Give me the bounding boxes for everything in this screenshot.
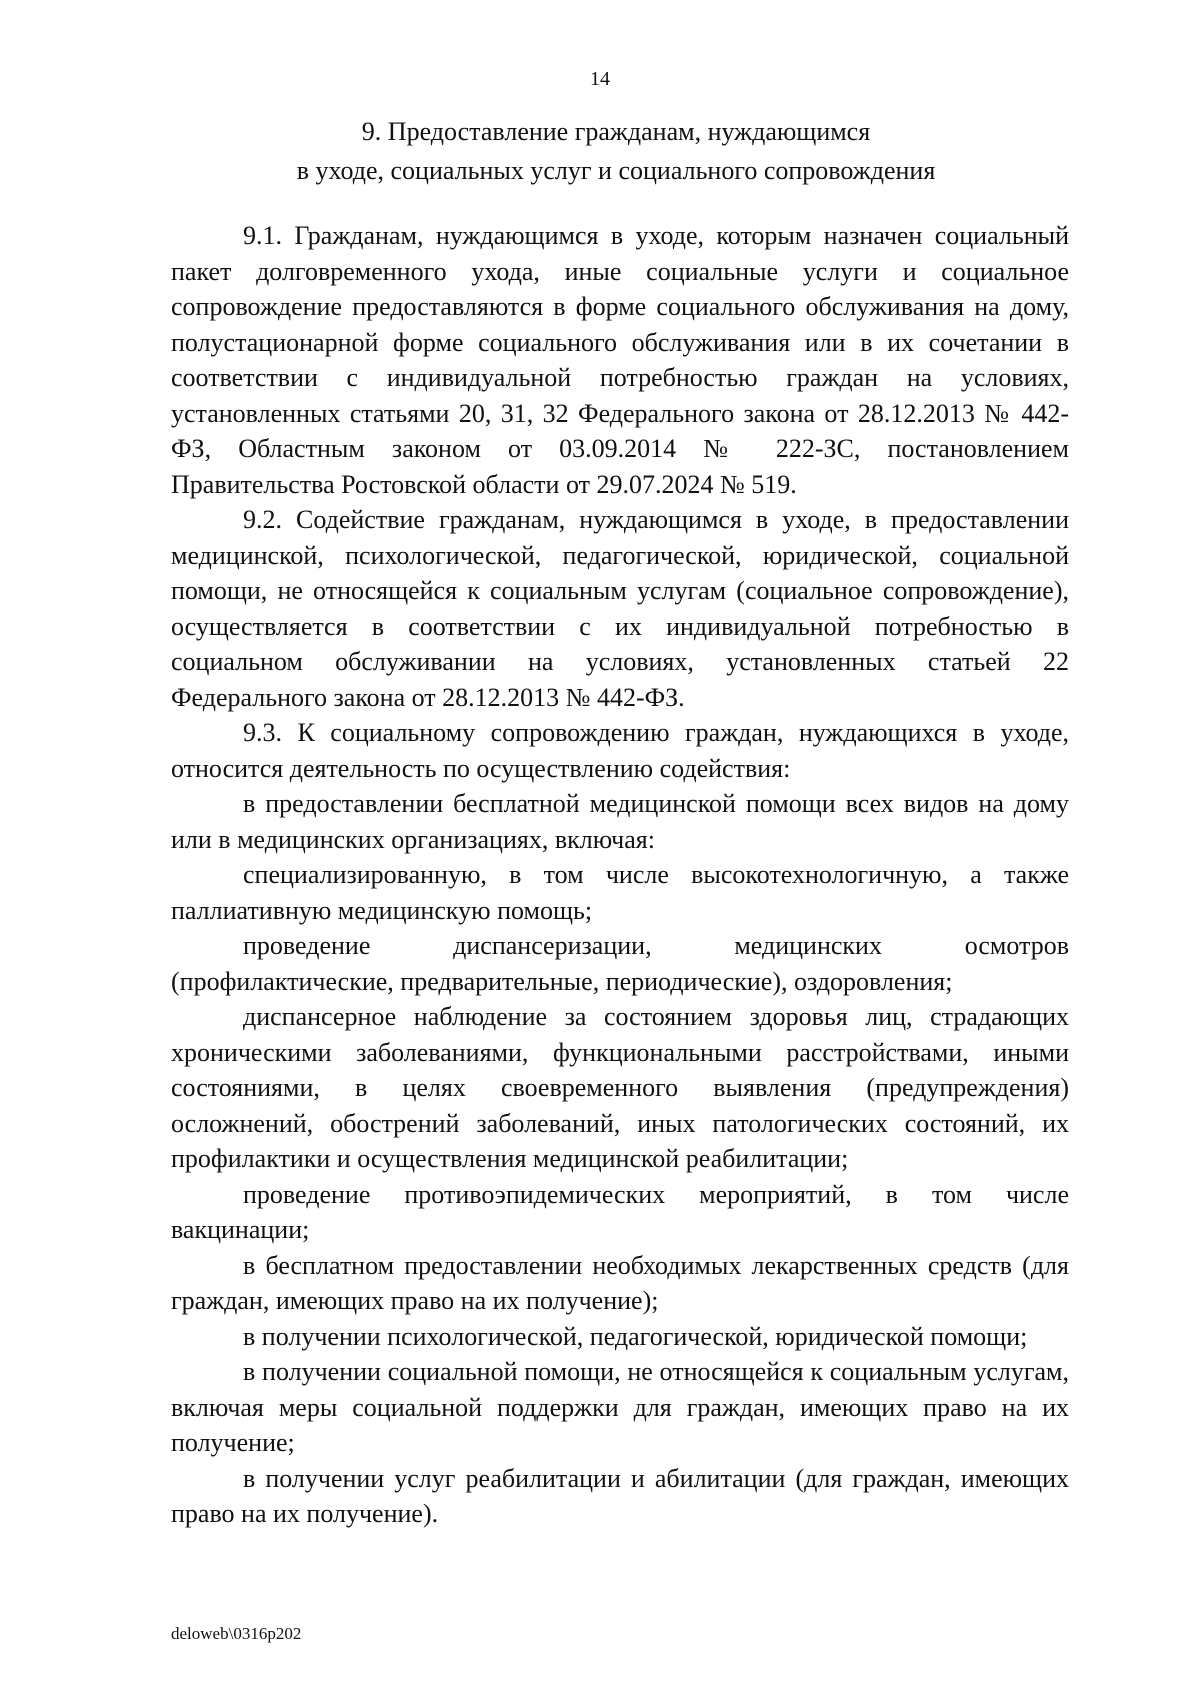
paragraph-9-3: 9.3. К социальному сопровождению граждан, нуждающихся в уходе, относится деятельность по осуществлению содействия: xyxy=(171,718,1069,783)
list-item: диспансерное наблюдение за состоянием здоровья лиц, страдающих хроническими заболеваниями, функциональными расстройствами, иными состояниями, в целях своевременного выявления (предупреждения) осложнений, обострений заболеваний, иных патологических состояний, их профилактики и осуществления медицинской реабилитации; xyxy=(171,1002,1069,1173)
paragraph-9-1: 9.1. Гражданам, нуждающимся в уходе, которым назначен социальный пакет долговременного ухода, иные социальные услуги и социальное сопровождение предоставляются в форме социального обслуживания на дому, полустационарной форме социального обслуживания или в их сочетании в соответствии с индивидуальной потребностью граждан на условиях, установленных статьями 20, 31, 32 Федерального закона от 28.12.2013 № 442-ФЗ, Областным законом от 03.09.2014 № 222-ЗС, постановлением Правительства Ростовской области от 29.07.2024 № 519. xyxy=(171,221,1069,499)
list-item: в предоставлении бесплатной медицинской помощи всех видов на дому или в медицинских организациях, включая: xyxy=(171,789,1069,854)
list-item: в получении психологической, педагогической, юридической помощи; xyxy=(243,1321,1028,1351)
document-body xyxy=(171,218,1069,1532)
list-item: проведение диспансеризации, медицинских осмотров (профилактические, предварительные, периодические), оздоровления; xyxy=(171,931,1069,996)
list-item: в получении услуг реабилитации и абилитации (для граждан, имеющих право на их получение). xyxy=(171,1463,1069,1528)
heading-line-1: 9. Предоставление гражданам, нуждающимся xyxy=(361,117,871,146)
list-item: в бесплатном предоставлении необходимых лекарственных средств (для граждан, имеющих право на их получение); xyxy=(171,1250,1069,1315)
list-item: в получении социальной помощи, не относящейся к социальным услугам, включая меры социальной поддержки для граждан, имеющих право на их получение; xyxy=(171,1357,1069,1457)
heading-line-2: в уходе, социальных услуг и социального сопровождения xyxy=(296,156,936,185)
page-number: 14 xyxy=(590,68,610,90)
paragraph-9-2: 9.2. Содействие гражданам, нуждающимся в уходе, в предоставлении медицинской, психологической, педагогической, юридической, социальной помощи, не относящейся к социальным услугам (социальное сопровождение), осуществляется в соответствии с их индивидуальной потребностью в социальном обслуживании на условиях, установленных статьей 22 Федерального закона от 28.12.2013 № 442-ФЗ. xyxy=(171,505,1069,712)
section-heading xyxy=(160,112,1072,190)
list-item: проведение противоэпидемических мероприятий, в том числе вакцинации; xyxy=(171,1179,1069,1244)
list-item: специализированную, в том числе высокотехнологичную, а также паллиативную медицинскую помощь; xyxy=(171,860,1069,925)
document-footer-code: deloweb\0316p202 xyxy=(171,1624,302,1643)
